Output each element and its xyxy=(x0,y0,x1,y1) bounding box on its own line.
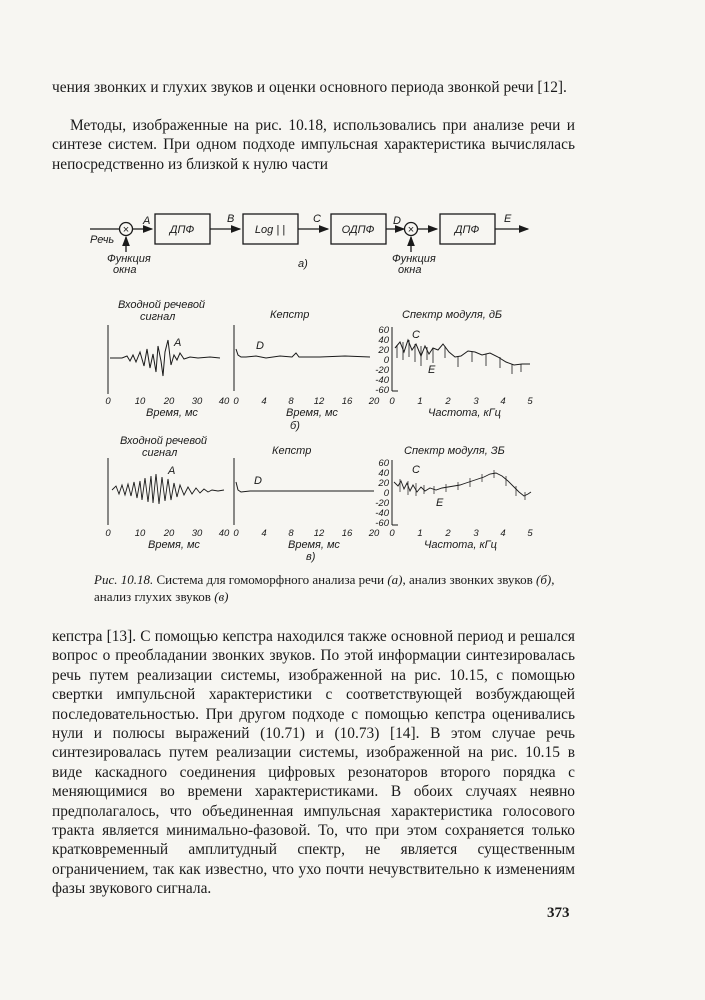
multiplier-1-symbol: × xyxy=(122,224,130,236)
time-ticks-c xyxy=(105,528,230,539)
cepstrum-title-b: Кепстр xyxy=(270,309,310,321)
input-title-b-2: сигнал xyxy=(140,311,176,323)
figure-caption xyxy=(94,571,574,605)
multiplier-2-symbol: × xyxy=(407,224,415,236)
cepstrum-ticks-c xyxy=(233,528,380,539)
node-c-label: C xyxy=(313,213,321,225)
caption-text-1: Система для гомоморфного анализа речи xyxy=(156,572,385,587)
spectrum-title-c: Спектр модуля, ЗБ xyxy=(404,445,505,457)
cepstrum-tick: 0 xyxy=(233,396,239,407)
node-b-label: B xyxy=(227,213,235,225)
freq-label-c: Частота, кГц xyxy=(424,539,497,551)
waveform-input-c xyxy=(112,474,224,504)
freq-tick: 4 xyxy=(500,528,506,539)
cepstrum-title-c: Кепстр xyxy=(272,445,312,457)
time-tick: 10 xyxy=(134,528,146,539)
freq-tick: 5 xyxy=(527,396,533,407)
window-function-label-1b: окна xyxy=(113,264,137,276)
db-tick: -20 xyxy=(375,498,389,509)
db-tick: -40 xyxy=(375,508,389,519)
time-tick: 40 xyxy=(218,528,230,539)
db-tick: -20 xyxy=(375,365,389,376)
cepstrum-time-label-b: Время, мс xyxy=(286,407,338,419)
waveform-input-b xyxy=(110,340,220,376)
cepstrum-tick: 16 xyxy=(341,396,353,407)
subfigure-a-label: а) xyxy=(298,258,308,270)
time-label-c: Время, мс xyxy=(148,539,200,551)
db-tick: 20 xyxy=(378,478,389,489)
db-tick: -40 xyxy=(375,375,389,386)
caption-part-b: (б) xyxy=(535,572,552,587)
freq-tick: 1 xyxy=(417,396,423,407)
caption-part-c: (в) xyxy=(214,589,229,604)
label-e-c: E xyxy=(436,497,444,509)
freq-tick: 3 xyxy=(473,528,479,539)
label-e-b: E xyxy=(428,364,436,376)
freq-tick: 0 xyxy=(389,528,395,539)
label-a-c: A xyxy=(168,465,176,477)
subfigure-b-label: б) xyxy=(290,420,300,432)
db-tick: 40 xyxy=(378,335,389,346)
db-tick: 60 xyxy=(378,458,389,469)
block-idft-label: ОДПФ xyxy=(341,224,375,236)
cepstrum-tick: 16 xyxy=(341,528,353,539)
time-tick: 0 xyxy=(105,528,111,539)
db-tick: -60 xyxy=(375,518,389,529)
cepstrum-ticks-b xyxy=(233,396,380,407)
cepstrum-tick: 0 xyxy=(233,528,239,539)
db-tick: -60 xyxy=(375,385,389,396)
input-title-c-2: сигнал xyxy=(142,447,178,459)
cepstrum-tick: 8 xyxy=(288,396,294,407)
caption-text-2: , анализ звонких звуков xyxy=(402,572,533,587)
waveform-spectrum-c xyxy=(394,473,531,496)
time-tick: 30 xyxy=(191,528,203,539)
node-a-label: A xyxy=(143,215,151,227)
page-number: 373 xyxy=(547,905,570,921)
label-c-b: C xyxy=(412,329,420,341)
label-c-c: C xyxy=(412,464,420,476)
node-e-label: E xyxy=(504,213,512,225)
input-title-c-1: Входной речевой xyxy=(120,435,208,447)
cepstrum-time-label-c: Время, мс xyxy=(288,539,340,551)
freq-tick: 3 xyxy=(473,396,479,407)
input-speech-label: Речь xyxy=(90,234,115,246)
block-log-label: Log | | xyxy=(254,224,286,236)
time-tick: 40 xyxy=(218,396,230,407)
freq-label-b: Частота, кГц xyxy=(428,407,501,419)
time-tick: 20 xyxy=(163,528,175,539)
cepstrum-tick: 20 xyxy=(368,396,380,407)
time-tick: 30 xyxy=(191,396,203,407)
freq-ticks-c xyxy=(389,528,533,539)
freq-tick: 2 xyxy=(445,528,451,539)
cepstrum-tick: 4 xyxy=(261,396,267,407)
freq-tick: 1 xyxy=(417,528,423,539)
freq-ticks-b xyxy=(389,396,533,407)
subfigure-c-label: в) xyxy=(306,551,316,563)
db-tick: 40 xyxy=(378,468,389,479)
cepstrum-tick: 20 xyxy=(368,528,380,539)
db-tick: 0 xyxy=(383,488,389,499)
time-tick: 20 xyxy=(163,396,175,407)
time-tick: 0 xyxy=(105,396,111,407)
label-a-b: A xyxy=(174,337,182,349)
freq-tick: 5 xyxy=(527,528,533,539)
caption-part-a: (а) xyxy=(387,572,403,587)
db-ticks-b xyxy=(375,325,389,396)
spectrum-title-b: Спектр модуля, дБ xyxy=(402,309,503,321)
time-label-b: Время, мс xyxy=(146,407,198,419)
paragraph-cepstrum: кепстра [13]. С помощью кепстра находился также основной период и решался вопрос о преобладании звонких звуков. По этой информации синтезировалась речь путем реализации системы, изображенной на рис. 10.15, с помощью свертки импульсной характеристики с соответствующей возбуждающей последовательностью. При другом подходе с помощью кепстра оценивались нули и полюсы выражений (10.71) и (10.73) [14]. В этом случае речь синтезировалась путем реализации системы, изображенной на рис. 10.15 в виде каскадного соединения цифровых резонаторов второго порядка с меняющимися во времени характеристиками. В обоих случаях неявно предполагалось, что объединенная импульсная характеристика голосового тракта является минимально-фазовой. То, что при этом сохраняется только кратковременный амплитудный спектр, не является существенным ограничением, так как известно, что ухо почти нечувствительно к изменениям фазы звукового сигнала. xyxy=(52,628,575,898)
time-tick: 10 xyxy=(134,396,146,407)
label-d-b: D xyxy=(256,340,264,352)
db-tick: 20 xyxy=(378,345,389,356)
window-function-label-2b: окна xyxy=(398,264,422,276)
block-dft-2-label: ДПФ xyxy=(454,224,480,236)
window-function-label-2: Функция xyxy=(392,253,436,265)
cepstrum-tick: 8 xyxy=(288,528,294,539)
label-d-c: D xyxy=(254,475,262,487)
freq-tick: 4 xyxy=(500,396,506,407)
caption-fig-no: Рис. 10.18. xyxy=(94,572,154,587)
window-function-label-1: Функция xyxy=(107,253,151,265)
freq-tick: 2 xyxy=(445,396,451,407)
freq-tick: 0 xyxy=(389,396,395,407)
block-dft-1-label: ДПФ xyxy=(169,224,195,236)
cepstrum-tick: 12 xyxy=(313,528,325,539)
cepstrum-tick: 4 xyxy=(261,528,267,539)
db-tick: 60 xyxy=(378,325,389,336)
time-ticks-b xyxy=(105,396,230,407)
caption-text-3: , анализ глухих звуков xyxy=(94,572,555,604)
paragraph-methods: Методы, изображенные на рис. 10.18, использовались при анализе речи и синтезе систем. При одном подходе импульсная характеристика вычислялась непосредственно из близкой к нулю части xyxy=(52,117,575,173)
paragraph-top-continuation: чения звонких и глухих звуков и оценки основного периода звонкой речи [12]. xyxy=(52,79,567,96)
db-tick: 0 xyxy=(383,355,389,366)
db-ticks-c xyxy=(375,458,389,529)
input-title-b-1: Входной речевой xyxy=(118,299,206,311)
cepstrum-tick: 12 xyxy=(313,396,325,407)
node-d-label: D xyxy=(393,215,401,227)
